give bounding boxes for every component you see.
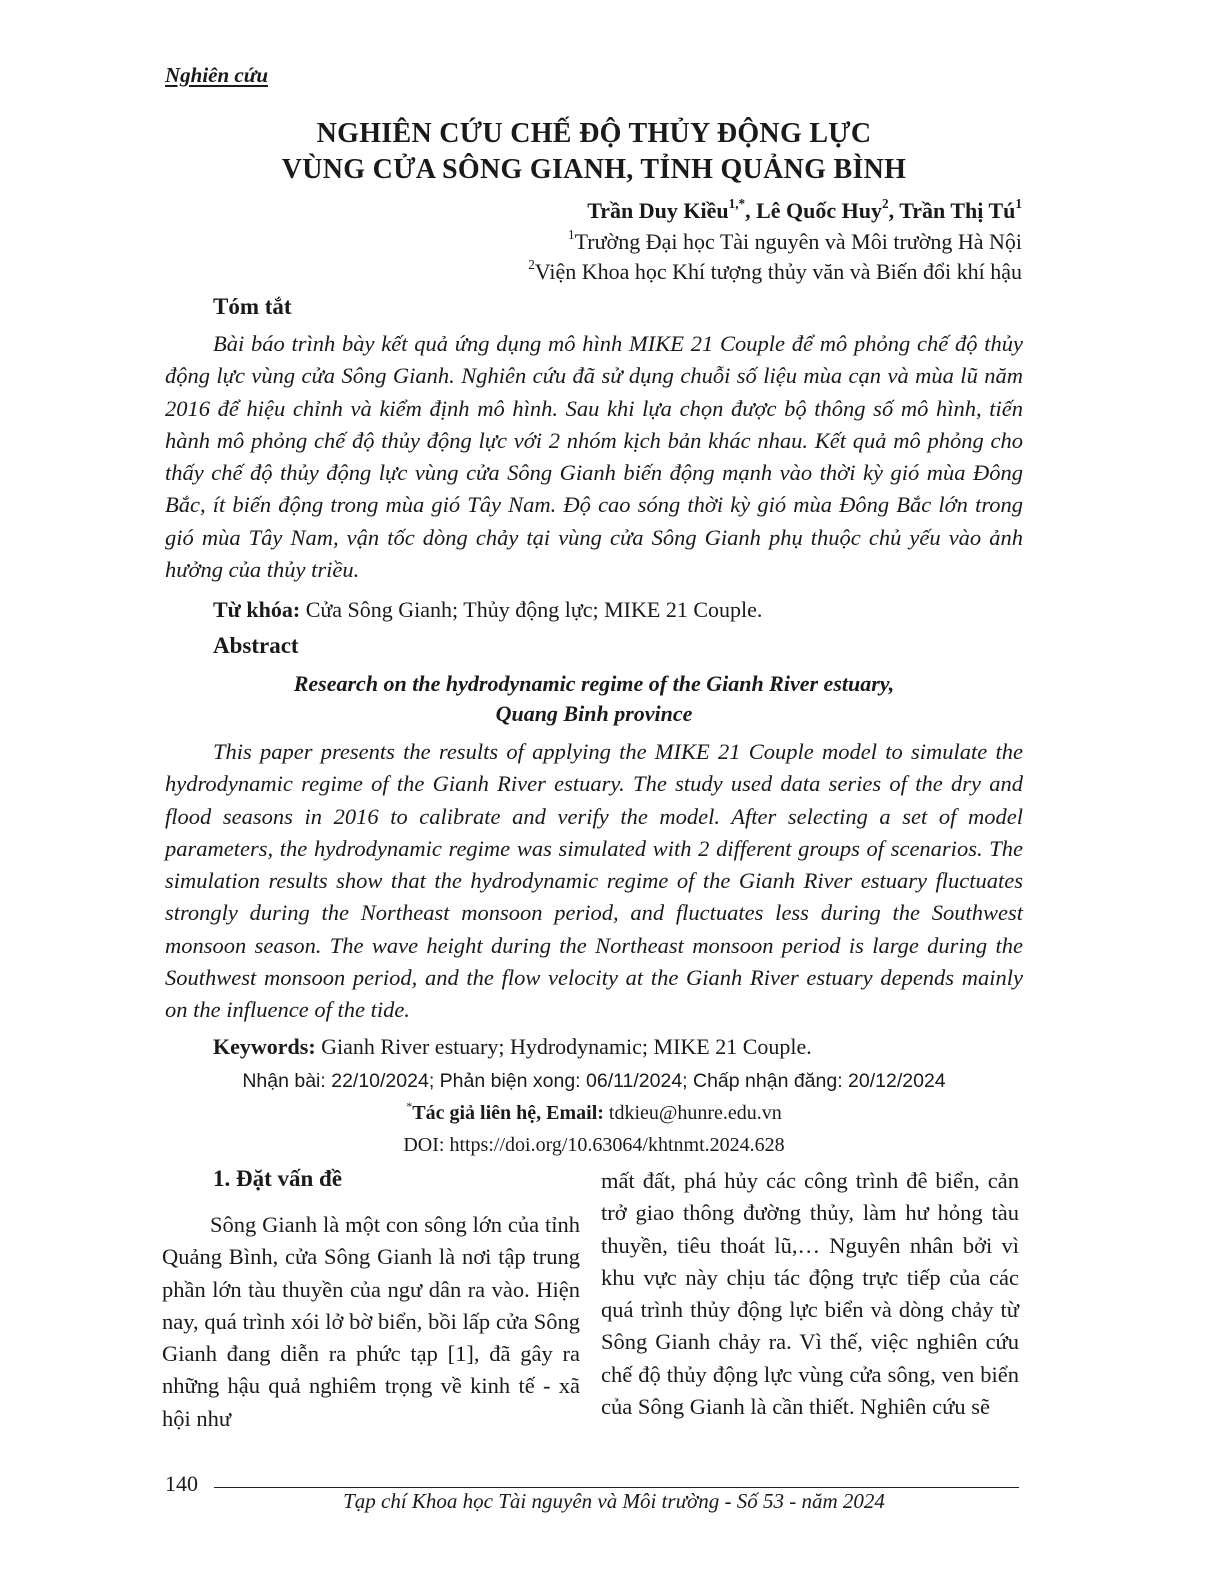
author-3: Trần Thị $Tú^1$ (899, 196, 1022, 223)
abstract-text: This paper presents the results of applying the MIKE 21 Couple model to simulate the hydrodynamic regime of the Gianh River estuary. The study used data series of the dry and flood seasons in 2016 to calibrate and verify the model. After selecting a set of model parameters, the hydrodynamic regime was simulated with 2 different groups of scenarios. The simulation results show that the hydrodynamic regime of the Gianh River estuary fluctuates strongly during the Northeast monsoon period, and fluctuates less during the Southwest monsoon season. The wave height during the Northeast monsoon period is large during the Southwest monsoon period, and the flow velocity at the Gianh River estuary depends mainly on the influence of the tide. (165, 739, 1023, 1023)
article-dates: Nhận bài: 22/10/2024; Phản biện xong: 06/11/2024; Chấp nhận đăng: 20/12/2024 (242, 1070, 946, 1092)
body-right-column: mất đất, phá hủy các công trình đê biển, cản trở giao thông đường thủy, làm hư hỏng tàu thuyền, tiêu thoát lũ,… Nguyên nhân bởi vì khu vực này chịu tác động trực tiếp của các quá trình thủy động lực biển và dòng chảy từ Sông Gianh chảy ra. Vì thế, việc nghiên cứu chế độ thủy động lực vùng cửa sông, ven biển của Sông Gianh là cần thiết. Nghiên cứu sẽ (601, 1168, 1019, 1420)
doi: DOI: https://doi.org/10.63064/khtnmt.2024.628 (403, 1134, 785, 1156)
summary-text: Bài báo trình bày kết quả ứng dụng mô hình MIKE 21 Couple để mô phỏng chế độ thủy động lực vùng cửa Sông Gianh. Nghiên cứu đã sử dụng chuỗi số liệu mùa cạn và mùa lũ năm 2016 để hiệu chỉnh và kiểm định mô hình. Sau khi lựa chọn được bộ thông số mô hình, tiến hành mô phỏng chế độ thủy động lực với 2 nhóm kịch bản khác nhau. Kết quả mô phỏng cho thấy chế độ thủy động lực vùng cửa Sông Gianh biến động mạnh vào thời kỳ gió mùa Đông Bắc, ít biến động trong mùa gió Tây Nam. Độ cao sóng thời kỳ gió mùa Đông Bắc lớn trong gió mùa Tây Nam, vận tốc dòng chảy tại vùng cửa Sông Gianh phụ thuộc chủ yếu vào ảnh hưởng của thủy triều. (165, 331, 1023, 583)
author-2: Lê Quốc Huy$^2$, (756, 196, 900, 223)
keywords-en: Keywords: Gianh River estuary; Hydrodynamic; MIKE 21 Couple. (213, 1034, 812, 1059)
affiliation-2: $^2$Viện Khoa học Khí tượng thủy văn và Biến đổi khí hậu (528, 257, 1022, 284)
page-number: 140 (165, 1471, 198, 1496)
affiliation-1: $^1$Trường Đại học Tài nguyên và Môi trường Hà Nội (568, 227, 1022, 254)
keywords-vi: Từ khóa: Cửa Sông Gianh; Thủy động lực; MIKE 21 Couple. (213, 597, 763, 622)
section-1-heading: 1. Đặt vấn đề (213, 1166, 343, 1191)
journal-footer: Tạp chí Khoa học Tài nguyên và Môi trường - Số 53 - năm 2024 (343, 1489, 885, 1513)
summary-heading: Tóm tắt (213, 294, 292, 319)
author-list (587, 198, 1022, 224)
title-line-1: NGHIÊN CỨU CHẾ ĐỘ THỦY ĐỘNG LỰC (316, 118, 872, 149)
footer-rule (214, 1487, 1019, 1488)
section-tag: Nghiên cứu (165, 63, 269, 87)
author-1: Trần Duy Kiều$^{1,*}$, (587, 196, 757, 223)
title-line-2: VÙNG CỬA SÔNG GIANH, TỈNH QUẢNG BÌNH (281, 154, 907, 185)
body-left-column: Sông Gianh là một con sông lớn của tỉnh Quảng Bình, cửa Sông Gianh là nơi tập trung phần lớn tàu thuyền của ngư dân ra vào. Hiện nay, quá trình xói lở bờ biển, bồi lấp cửa Sông Gianh đang diễn ra phức tạp [1], đã gây ra những hậu quả nghiêm trọng về kinh tế - xã hội như (162, 1212, 580, 1431)
abstract-title-line-2: Quang Binh province (495, 701, 693, 726)
abstract-heading: Abstract (213, 633, 299, 658)
corresponding-author: *Tác giả liên hệ, Email: tdkieu@hunre.edu.vn (406, 1099, 782, 1124)
abstract-title-line-1: Research on the hydrodynamic regime of the Gianh River estuary, (293, 671, 895, 696)
